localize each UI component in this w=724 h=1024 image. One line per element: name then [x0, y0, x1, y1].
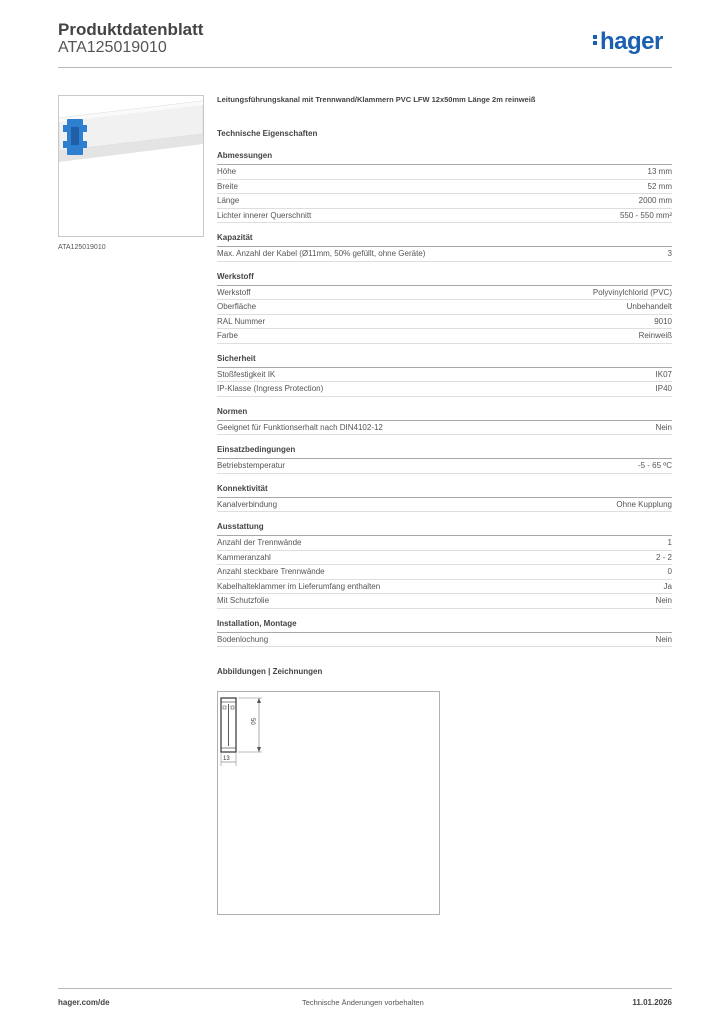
spec-group-title: Einsatzbedingungen: [217, 445, 672, 459]
spec-group: [217, 522, 672, 609]
spec-value: 3: [667, 249, 672, 258]
spec-value: 2000 mm: [638, 196, 672, 205]
page-title: Produktdatenblatt: [58, 20, 204, 39]
spec-group-title: Ausstattung: [217, 522, 672, 536]
spec-group-title: Konnektivität: [217, 484, 672, 498]
header-divider: [58, 67, 672, 68]
spec-label: Anzahl steckbare Trennwände: [217, 567, 325, 576]
spec-label: IP-Klasse (Ingress Protection): [217, 384, 324, 393]
spec-label: Anzahl der Trennwände: [217, 538, 302, 547]
technical-drawing: [217, 691, 440, 915]
spec-label: Höhe: [217, 167, 237, 176]
spec-value: 2 - 2: [655, 552, 672, 562]
spec-group: [217, 407, 672, 436]
spec-value: Nein: [655, 422, 672, 432]
spec-label: Kammeranzahl: [217, 552, 271, 562]
spec-row: [217, 421, 672, 436]
spec-label: Betriebstemperatur: [217, 461, 286, 470]
height-dimension: [238, 698, 262, 752]
spec-label: Mit Schutzfolie: [217, 596, 270, 605]
spec-label: Stoßfestigkeit IK: [217, 369, 276, 379]
spec-group: [217, 619, 672, 648]
spec-value: IK07: [655, 369, 672, 379]
spec-label: Breite: [217, 181, 238, 191]
height-dimension-label: 50: [249, 718, 255, 725]
spec-label: Lichter innerer Querschnitt: [217, 210, 312, 220]
spec-row: [217, 300, 672, 315]
spec-value: 13 mm: [647, 167, 672, 176]
spec-value: Nein: [655, 634, 672, 644]
spec-group-title: Normen: [217, 407, 672, 421]
spec-row: [217, 580, 672, 595]
spec-row: [217, 382, 672, 397]
cable-duct-icon: [59, 96, 203, 236]
spec-row: [217, 498, 672, 513]
spec-value: 0: [667, 567, 672, 576]
spec-label: Kabelhalteklammer im Lieferumfang enthalten: [217, 581, 381, 591]
footer-website-link[interactable]: hager.com/de: [58, 998, 110, 1007]
section-title: Technische Eigenschaften: [217, 129, 318, 138]
spec-value: Polyvinylchlorid (PVC): [592, 287, 672, 297]
spec-group-title: Installation, Montage: [217, 619, 672, 633]
spec-row: [217, 551, 672, 566]
spec-groups: [217, 151, 672, 647]
spec-group: [217, 151, 672, 223]
spec-value: Nein: [655, 596, 672, 605]
spec-row: [217, 286, 672, 301]
spec-label: Farbe: [217, 331, 238, 340]
spec-value: IP40: [655, 384, 672, 393]
spec-value: Unbehandelt: [626, 302, 672, 311]
footer-date: 11.01.2026: [632, 998, 672, 1007]
spec-row: [217, 209, 672, 224]
spec-group-title: Abmessungen: [217, 151, 672, 165]
footer-divider: [58, 988, 672, 989]
spec-label: Länge: [217, 196, 240, 205]
spec-row: [217, 247, 672, 262]
spec-group-title: Werkstoff: [217, 272, 672, 286]
width-dimension-label: 13: [223, 756, 230, 762]
spec-row: [217, 633, 672, 648]
spec-row: [217, 165, 672, 180]
spec-row: [217, 368, 672, 383]
spec-value: Reinweiß: [638, 331, 672, 340]
spec-row: [217, 459, 672, 474]
width-dimension: [221, 752, 236, 766]
spec-row: [217, 594, 672, 609]
spec-row: [217, 180, 672, 195]
spec-value: Ohne Kupplung: [616, 499, 672, 509]
spec-label: Oberfläche: [217, 302, 257, 311]
spec-row: [217, 565, 672, 580]
spec-value: -5 - 65 ºC: [637, 461, 672, 470]
spec-value: 9010: [654, 316, 672, 326]
spec-group: [217, 484, 672, 513]
spec-label: RAL Nummer: [217, 316, 266, 326]
spec-label: Geeignet für Funktionserhalt nach DIN4102-12: [217, 422, 383, 432]
spec-value: 52 mm: [647, 181, 672, 191]
spec-label: Bodenlochung: [217, 634, 269, 644]
product-title: Leitungsführungskanal mit Trennwand/Klammern PVC LFW 12x50mm Länge 2m reinweiß: [217, 95, 536, 104]
product-code: ATA125019010: [58, 39, 167, 56]
spec-value: Ja: [663, 581, 672, 591]
spec-group: [217, 233, 672, 262]
spec-row: [217, 536, 672, 551]
spec-content: [217, 95, 672, 679]
hager-logo[interactable]: [593, 28, 663, 56]
spec-row: [217, 194, 672, 209]
spec-row: [217, 329, 672, 344]
logo-text: hager: [600, 28, 663, 55]
spec-value: 550 - 550 mm²: [619, 210, 672, 220]
logo-dots-icon: [593, 33, 598, 47]
spec-group: [217, 272, 672, 344]
footer-notice: Technische Änderungen vorbehalten: [302, 998, 424, 1007]
spec-value: 1: [667, 538, 672, 547]
duct-profile-drawing: [221, 698, 236, 752]
spec-label: Max. Anzahl der Kabel (Ø11mm, 50% gefüllt, ohne Geräte): [217, 249, 426, 258]
spec-label: Werkstoff: [217, 287, 251, 297]
spec-label: Kanalverbindung: [217, 499, 278, 509]
spec-row: [217, 315, 672, 330]
spec-group: [217, 354, 672, 397]
product-image-caption: ATA125019010: [58, 244, 106, 251]
spec-group: [217, 445, 672, 474]
product-image: [58, 95, 204, 237]
figures-title: Abbildungen | Zeichnungen: [217, 667, 323, 676]
spec-group-title: Sicherheit: [217, 354, 672, 368]
spec-group-title: Kapazität: [217, 233, 672, 247]
